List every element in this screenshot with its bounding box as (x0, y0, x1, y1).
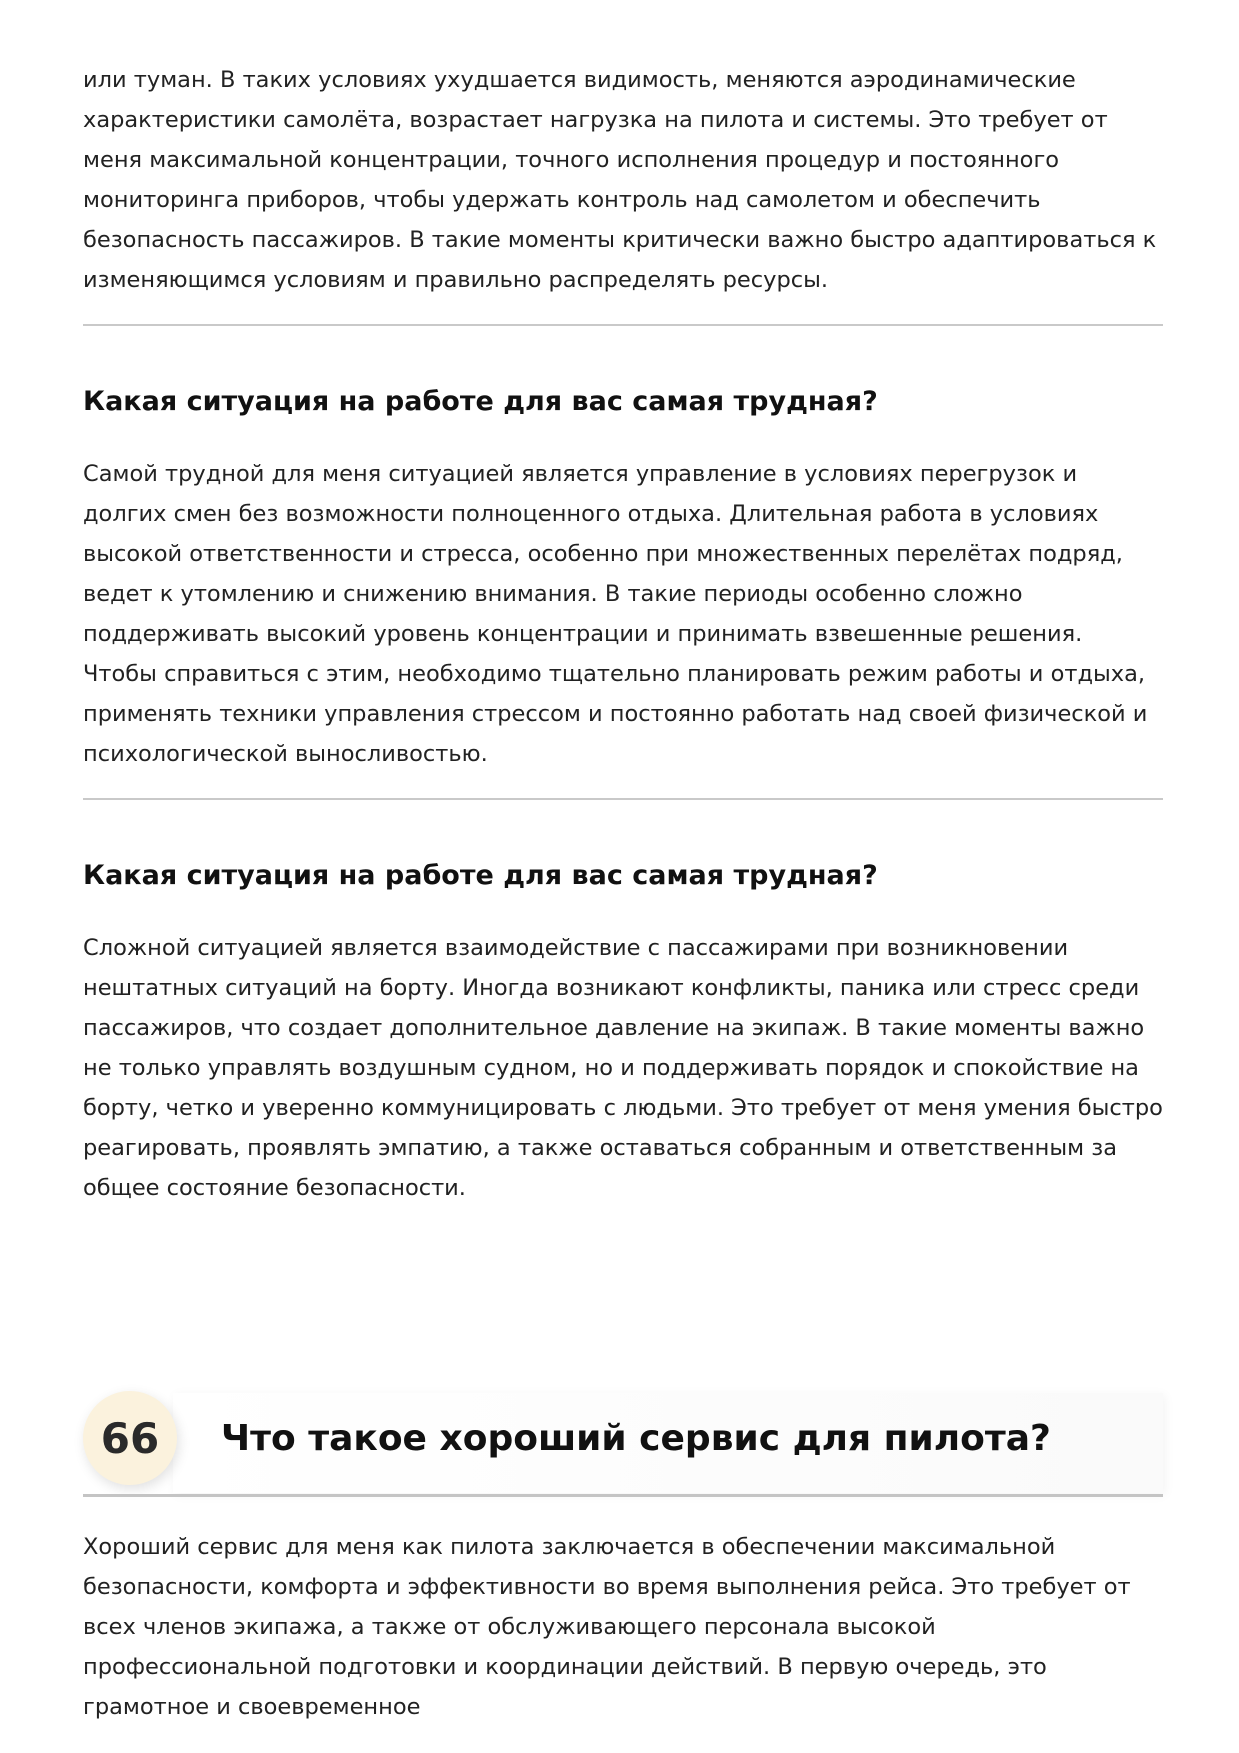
question-heading: Какая ситуация на работе для вас самая трудная? (83, 386, 878, 417)
section-divider (83, 798, 1163, 800)
chapter-answer-paragraph: Хороший сервис для меня как пилота заключается в обеспечении максимальной безопасности, комфорта и эффективности во время выполнения рейса. Это требует от всех членов экипажа, а также от обслуживающего персонала высокой профессиональной подготовки и координации действий. В первую очередь, это грамотное и своевременное (83, 1534, 1131, 1720)
answer-paragraph: Самой трудной для меня ситуацией является управление в условиях перегрузок и долгих смен без возможности полноценного отдыха. Длительная работа в условиях высокой ответственности и стресса, особенно при множественных перелётах подряд, ведет к утомлению и снижению внимания. В такие периоды особенно сложно поддерживать высокий уровень концентрации и принимать взвешенные решения. Чтобы справиться с этим, необходимо тщательно планировать режим работы и отдыха, применять техники управления стрессом и постоянно работать над своей физической и психологической выносливостью. (83, 461, 1148, 767)
chapter-divider (83, 1494, 1163, 1497)
chapter-title: Что такое хороший сервис для пилота? (221, 1418, 1051, 1459)
section-divider (83, 324, 1163, 326)
intro-paragraph: или туман. В таких условиях ухудшается видимость, меняются аэродинамические характеристики самолёта, возрастает нагрузка на пилота и системы. Это требует от меня максимальной концентрации, точного исполнения процедур и постоянного мониторинга приборов, чтобы удержать контроль над самолетом и обеспечить безопасность пассажиров. В такие моменты критически важно быстро адаптироваться к изменяющимся условиям и правильно распределять ресурсы. (83, 67, 1157, 293)
chapter-header (83, 1385, 1163, 1495)
question-heading: Какая ситуация на работе для вас самая трудная? (83, 860, 878, 891)
answer-paragraph: Сложной ситуацией является взаимодействие с пассажирами при возникновении нештатных ситуаций на борту. Иногда возникают конфликты, паника или стресс среди пассажиров, что создает дополнительное давление на экипаж. В такие моменты важно не только управлять воздушным судном, но и поддерживать порядок и спокойствие на борту, четко и уверенно коммуницировать с людьми. Это требует от меня умения быстро реагировать, проявлять эмпатию, а также оставаться собранным и ответственным за общее состояние безопасности. (83, 935, 1163, 1201)
chapter-number-badge: 66 (83, 1391, 177, 1485)
